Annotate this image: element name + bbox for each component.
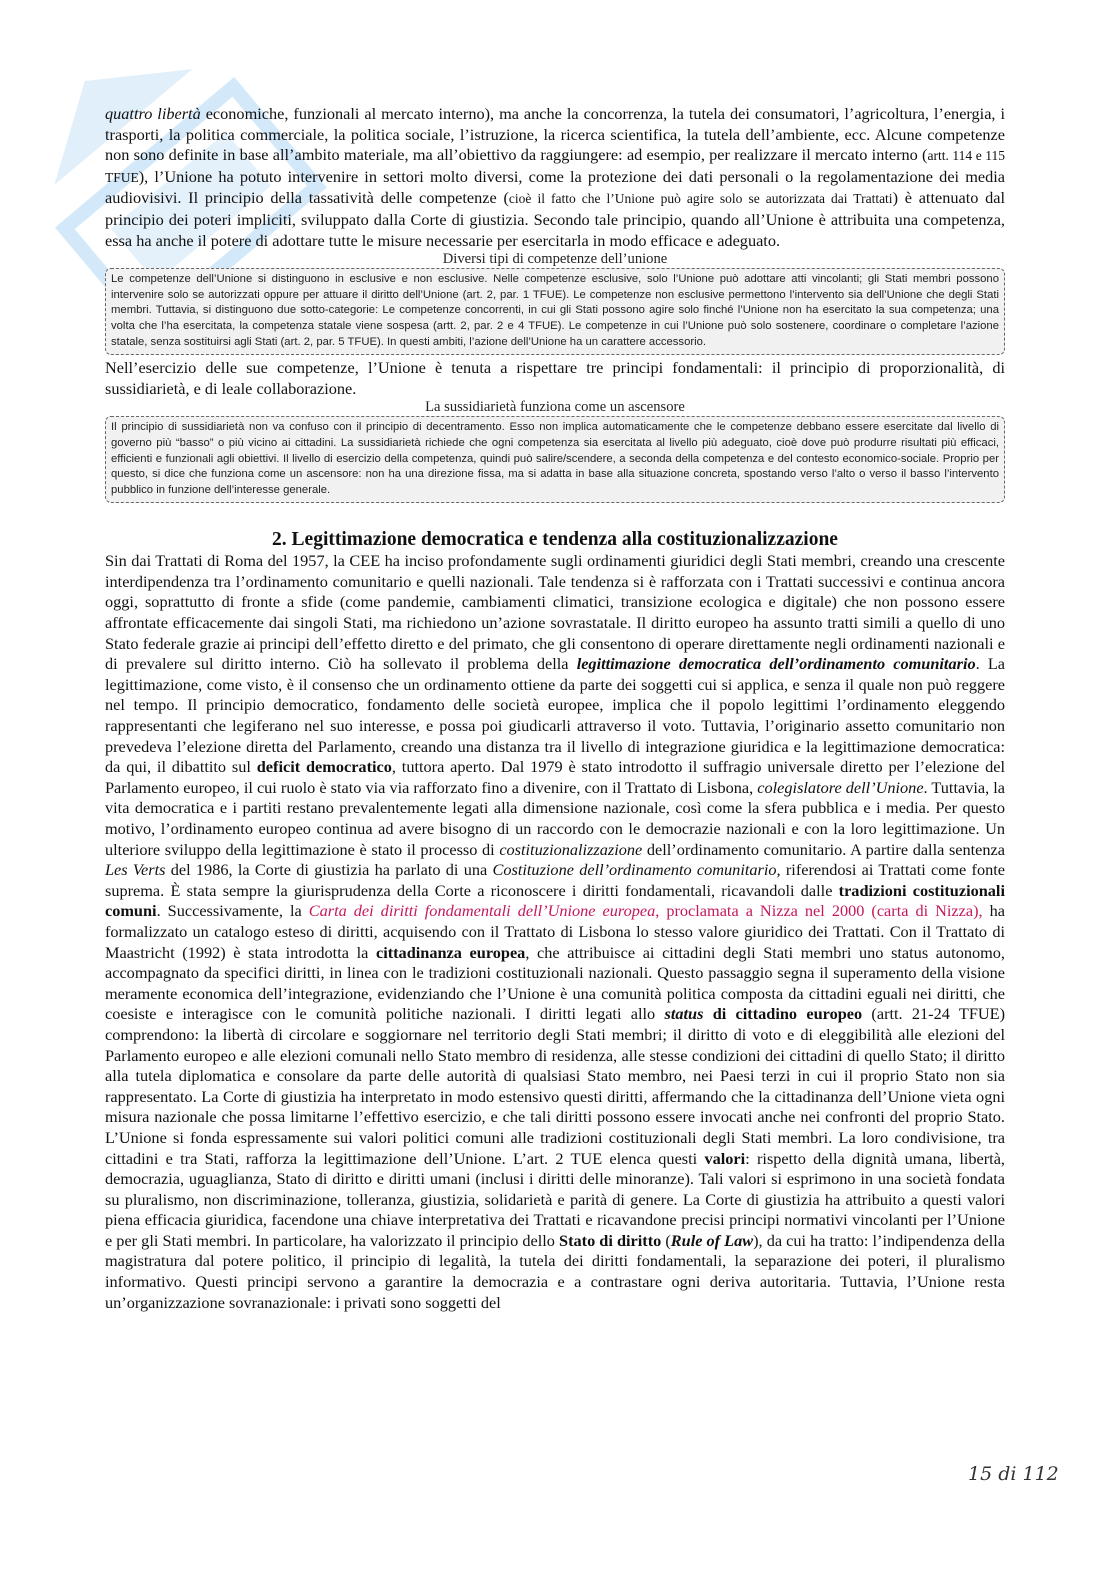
text-run: ), l’Unione ha potuto intervenire in settori molto diversi, come la protezione dei dati personali o la regolamentazione dei media audiovisivi. Il principio della tassatività delle competenze ( (105, 166, 1005, 208)
paragraph-competenze (105, 104, 1005, 251)
text-run: . Tuttavia, la vita democratica e i partiti restano prevalentemente legati alla dimensione nazionale, così come la sfera pubblica e i media. Per questo motivo, l’ordinamento europeo continua ad avere bisogno di un raccordo con le democrazie nazionali e con la loro legittimazione. Un ulteriore sviluppo della legittimazione è stato il processo di (105, 777, 1005, 859)
text-run: ) è attenuato dal principio dei poteri impliciti, sviluppato dalla Corte di giustizia. Secondo tale principio, quando all’Unione è attribuita una competenza, essa ha anche il potere di adottare tutte le misure necessarie per esercitarla in modo efficace e adeguato. (105, 188, 1005, 250)
page-number: 15 di 112 (968, 1463, 1059, 1485)
text-run: ), da cui ha tratto: l’indipendenza della magistratura dal potere politico, il principio di legalità, la tutela dei diritti fondamentali, la separazione dei poteri, il pluralismo informativo. Questi principi servono a garantire la democrazia e a contrastare ogni deriva autoritaria. Tuttavia, l’Unione resta un’organizzazione sovranazionale: i privati sono soggetti del (105, 1230, 1005, 1312)
box-title-competenze: Diversi tipi di competenze dell’unione (442, 251, 668, 268)
text-run: colegislatore dell’Unione (757, 777, 924, 797)
text-run: , proclamata a Nizza nel 2000 (carta di Nizza), (655, 901, 983, 921)
box-title-sussidiarieta: La sussidiarietà funziona come un ascensore (425, 399, 685, 416)
text-run: (artt. 21-24 TFUE) comprendono: la libertà di circolare e soggiornare nel territorio degli Stati membri; il diritto di voto e di eleggibilità alle elezioni del Parlamento europeo e alle elezioni comunali nello Stato membro di residenza, alle stesse condizioni dei cittadini di quello Stato; il diritto alla tutela diplomatica e consolare da parte delle autorità di qualsiasi Stato membro, nei Paesi terzi in cui il proprio Stato non sia rappresentato. La Corte di giustizia ha interpretato in modo estensivo questi diritti, affermando che la cittadinanza dell’Unione vieta ogni misura nazionale che possa limitarne l’effettivo esercizio, e che tali diritti possono essere invocati anche nei confronti del proprio Stato. L’Unione si fonda espressamente sui valori politici comuni alle tradizioni costituzionali degli Stati membri. La loro condivisione, tra cittadini e tra Stati, rafforza la legittimazione dell’Unione. L’art. 2 TUE elenca questi (105, 1004, 1006, 1168)
text-run: Rule of Law (670, 1230, 754, 1250)
text-run: status (664, 1004, 704, 1024)
text-run: di cittadino europeo (703, 1004, 863, 1024)
paragraph-legittimazione (105, 551, 1005, 1313)
text-run: . Successivamente, la (156, 901, 309, 921)
text-run: Stato di diritto (559, 1230, 662, 1250)
paragraph-principi: Nell’esercizio delle sue competenze, l’Unione è tenuta a rispettare tre principi fondamentali: il principio di proporzionalità, di sussidiarietà, e di leale collaborazione. (105, 358, 1005, 398)
text-run: costituzionalizzazione (499, 839, 643, 859)
text-run: quattro libertà (105, 104, 201, 123)
text-run: Costituzione dell’ordinamento comunitario, (492, 860, 781, 880)
text-run: : rispetto della dignità umana, libertà, democrazia, uguaglianza, Stato di diritto e diritti umani (inclusi i diritti delle minoranze). Tali valori si esprimono in una società fondata su pluralismo, non discriminazione, tolleranza, giustizia, solidarietà e parità di genere. La Corte di giustizia ha attribuito a questi valori piena efficacia giuridica, facendone una chiave interpretativa dei Trattati e ricavandone precisi principi normativi vincolanti per l’Unione e per gli Stati membri. In particolare, ha valorizzato il principio dello (105, 1148, 1005, 1250)
info-box-sussidiarieta-text: Il principio di sussidiarietà non va confuso con il principio di decentramento. Esso non implica automaticamente che le competenze debbano essere esercitate dal livello di governo più “basso” o più vicino ai cittadini. La sussidiarietà richiede che ogni competenza sia esercitata al livello più adeguato, cioè dove può produrre risultati più efficaci, efficienti e funzionali agli obiettivi. Il livello di esercizio della competenza, quindi può salire/scendere, a seconda della competenza e del contesto economico-sociale. Proprio per questo, si dice che funziona come un ascensore: non ha una direzione fissa, ma si adatta in base alla situazione concreta, spostando verso l’alto o verso il basso l’intervento pubblico in funzione dell’interesse generale. (111, 421, 999, 496)
text-run: dell’ordinamento comunitario. A partire dalla sentenza (642, 839, 1006, 859)
text-run: , tuttora aperto. Dal 1979 è stato introdotto il suffragio universale diretto per l’elezione del Parlamento europeo, il cui ruolo è stato via via rafforzato fino a divenire, con il Trattato di Lisbona, (105, 757, 1006, 797)
text-run: , che attribuisce ai cittadini degli Stati membri uno status autonomo, accompagnato da specifici diritti, in linea con le tradizioni costituzionali nazionali. Questo passaggio segna il superamento della visione meramente economica dell’integrazione, evidenziando che l’Unione è una comunità politica composta da cittadini eguali nei diritti, che coesiste e interagisce con le comunità politiche nazionali. I diritti legati allo (105, 942, 1005, 1024)
section-title: 2. Legittimazione democratica e tendenza alla costituzionalizzazione (272, 529, 838, 551)
info-box-competenze-text: Le competenze dell’Unione si distinguono in esclusive e non esclusive. Nelle competenze esclusive, solo l’Unione può adottare atti vincolanti; gli Stati membri possono intervenire solo se autorizzati oppure per attuare il diritto dell’Unione (art. 2, par. 1 TFUE). Le competenze non esclusive permettono l’intervento sia dell’Unione che degli Stati membri. Tuttavia, si distinguono due sotto-categorie: Le competenze concorrenti, in cui gli Stati possono agire solo finché l’Unione non ha esercitato la sua competenza; una volta che l’ha esercitata, la competenza statale viene sospesa (artt. 2, par. 2 e 4 TFUE). Le competenze in cui l’Unione può solo sostenere, coordinare o completare l’azione statale, senza sostituirsi agli Stati (art. 2, par. 5 TFUE). In questi ambiti, l’azione dell’Unione ha un carattere accessorio. (111, 273, 999, 348)
text-run: artt. 114 e 115 TFUE (105, 148, 1005, 185)
text-run: valori (704, 1148, 746, 1168)
text-run: cittadinanza europea (375, 942, 526, 962)
text-run: riferendosi ai Trattati come fonte suprema. È stata sempre la giurisprudenza della Corte a riconoscere i diritti fondamentali, ricavandoli dalle (105, 860, 1005, 900)
text-run: Sin dai Trattati di Roma del 1957, la CEE ha inciso profondamente sugli ordinamenti giuridici degli Stati membri, creando una crescente interdipendenza tra l’ordinamento comunitario e quelli nazionali. Tale tendenza si è rafforzata con i Trattati successivi e continua ancora oggi, soprattutto di fronte a sfide (come pandemie, cambiamenti climatici, transizione ecologica e digitale) che non possono essere affrontate efficacemente dai singoli Stati, ma richiedono un’azione sovrastatale. Il diritto europeo ha assunto tratti simili a quello di uno Stato federale grazie ai principi dell’effetto diretto e del primato, che gli consentono di operare direttamente negli ordinamenti nazionali e di prevalere sul diritto interno. Ciò ha sollevato il problema della (105, 551, 1005, 674)
text-run: legittimazione democratica dell’ordinamento comunitario (576, 654, 976, 674)
text-run: del 1986, la Corte di giustizia ha parlato di una (165, 860, 493, 880)
info-box-competenze (105, 268, 1005, 355)
info-box-sussidiarieta (105, 416, 1005, 503)
text-run: Les Verts (105, 860, 166, 880)
text-run: Carta dei diritti fondamentali dell’Unione europea (308, 901, 656, 921)
text-run: economiche, funzionali al mercato interno), ma anche la concorrenza, la tutela dei consumatori, l’agricoltura, l’energia, i trasporti, la politica commerciale, la politica sociale, l’istruzione, la ricerca scientifica, la tutela dell’ambiente, ecc. Alcune competenze non sono definite in base all’ambito materiale, ma all’obiettivo da raggiungere: ad esempio, per realizzare il mercato interno ( (105, 104, 1005, 165)
document-page (105, 104, 1005, 1313)
text-run: tradizioni costituzionali comuni (105, 880, 1005, 921)
text-run: ( (661, 1230, 671, 1250)
text-run: cioè il fatto che l’Unione può agire solo se autorizzata dai Trattati (508, 191, 893, 207)
text-run: . La legittimazione, come visto, è il consenso che un ordinamento ottiene da parte dei soggetti cui si applica, e senza il quale non può reggere nel tempo. Il principio democratico, fondamento delle società europee, implica che il popolo legittimi l’ordinamento eleggendo rappresentanti che legiferano nel suo interesse, e possa poi giudicarli attraverso il voto. Tuttavia, l’originario assetto comunitario non prevedeva l’elezione diretta del Parlamento, creando una distanza tra il livello di integrazione giuridica e la legittimazione democratica: da qui, il dibattito sul (105, 654, 1005, 777)
text-run: ha formalizzato un catalogo esteso di diritti, acquisendo con il Trattato di Lisbona lo stesso valore giuridico dei Trattati. Con il Trattato di Maastricht (1992) è stata introdotta la (105, 901, 1005, 962)
text-run: deficit democratico (256, 757, 392, 777)
